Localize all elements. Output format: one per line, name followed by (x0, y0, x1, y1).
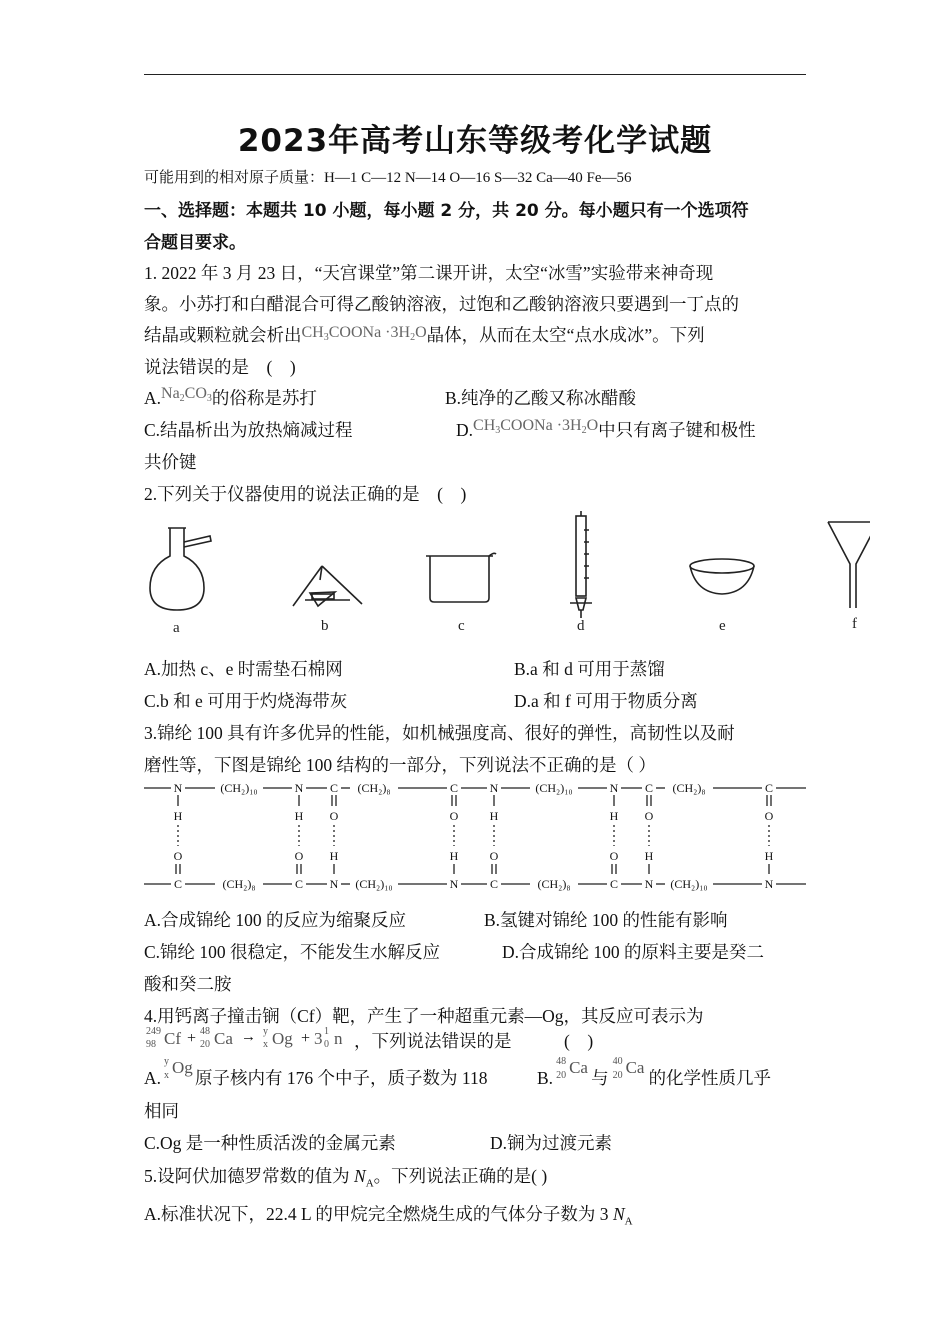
bottom-atom-8: C (609, 877, 619, 891)
q3-option-a: A.合成锦纶 100 的反应为缩聚反应 (144, 910, 407, 930)
top-sub-5: O (449, 809, 459, 823)
top-atom-8: N (609, 781, 619, 795)
top-atom-9: C (644, 781, 654, 795)
bottom-sub-8: O (609, 849, 619, 863)
nylon-structure-figure (144, 776, 806, 900)
bottom-atom-2: C (294, 877, 304, 891)
funnel-icon (828, 522, 870, 608)
bottom-atom-10: (CH₂)₁₀ (670, 877, 708, 891)
top-sub-3: O (329, 809, 339, 823)
label-b: b (321, 618, 329, 634)
bottom-sub-5: H (449, 849, 459, 863)
q4-option-a: A. y x Og 原子核内有 176 个中子，质子数为 118 (144, 1056, 488, 1088)
top-sub-2: H (294, 809, 304, 823)
bottom-atom-4: (CH₂)₁₀ (355, 877, 393, 891)
bottom-atom-3: N (329, 877, 339, 891)
top-atom-4: (CH₂)₈ (357, 781, 391, 795)
q1-option-d-cont: 共价键 (144, 452, 197, 472)
bottom-atom-9: N (644, 877, 654, 891)
bottom-atom-5: N (449, 877, 459, 891)
q3-option-d: D.合成锦纶 100 的原料主要是癸二 (502, 942, 765, 962)
q5-option-a: A.标准状况下，22.4 L 的甲烷完全燃烧生成的气体分子数为 3 $N_A$ (144, 1204, 633, 1228)
q3-option-d-cont: 酸和癸二胺 (144, 974, 232, 994)
top-sub-0: H (173, 809, 183, 823)
q1-stem-line2: 象。小苏打和白醋混合可得乙酸钠溶液，过饱和乙酸钠溶液只要遇到一丁点的 (144, 294, 739, 314)
page-title: 2023年高考山东等级考化学试题 (237, 123, 713, 159)
atomic-masses: 可能用到的相对原子质量：H—1 C—12 N—14 O—16 S—32 Ca—40 Fe—56 (144, 170, 632, 186)
q3-stem-line2: 磨性等，下图是锦纶 100 结构的一部分，下列说法不正确的是（ ） (144, 755, 656, 775)
top-sub-9: O (644, 809, 654, 823)
q1-stem-line4: 说法错误的是 ( ) (144, 357, 296, 377)
bottom-atom-7: (CH₂)₈ (537, 877, 571, 891)
q5-stem: 5.设阿伏加德罗常数的值为 $N_A$。下列说法正确的是( ) (144, 1166, 548, 1190)
q1-option-b: B.纯净的乙酸又称冰醋酸 (445, 388, 637, 408)
q4-stem-line2: 249 98 Cf + 48 20 Ca → y x Og + 3 1 0 n ，下列说法错误的是 ( ) (144, 1028, 593, 1058)
q4-option-d: D.锎为过渡元素 (490, 1133, 613, 1153)
beaker-icon (426, 553, 496, 602)
top-atom-11: C (764, 781, 774, 795)
q2-stem: 2.下列关于仪器使用的说法正确的是 ( ) (144, 484, 467, 504)
section-heading-line1: 一、选择题：本题共 10 小题，每小题 2 分，共 20 分。每小题只有一个选项符 (144, 201, 749, 221)
top-sub-11: O (764, 809, 774, 823)
label-a: a (173, 620, 180, 636)
q3-option-c: C.锦纶 100 很稳定，不能发生水解反应 (144, 942, 441, 962)
label-c: c (458, 618, 465, 634)
q4-option-b-cont: 相同 (144, 1101, 179, 1121)
bottom-atom-11: N (764, 877, 774, 891)
top-atom-2: N (294, 781, 304, 795)
q1-stem-line1: 1. 2022 年 3 月 23 日，“天宫课堂”第二课开讲，太空“冰雪”实验带来神奇现 (144, 263, 714, 283)
label-e: e (719, 618, 726, 634)
bottom-atom-0: C (173, 877, 183, 891)
bottom-sub-9: H (644, 849, 654, 863)
q3-option-b: B.氢键对锦纶 100 的性能有影响 (484, 910, 728, 930)
q4-option-b: B. 48 20 Ca 与 40 20 Ca 的化学性质几乎 (537, 1056, 772, 1088)
bottom-sub-11: H (764, 849, 774, 863)
q2-option-b: B.a 和 d 可用于蒸馏 (514, 659, 665, 679)
ca48-nuclide: 48 20 Ca (556, 1056, 588, 1081)
bottom-sub-2: O (294, 849, 304, 863)
ch3coona-formula: $CH_3COONa \cdot 3H_2O$ (301, 324, 427, 343)
clay-triangle-icon (293, 566, 362, 606)
nuclear-equation: 249 98 Cf + 48 20 Ca → y x Og + 3 1 0 n (146, 1025, 343, 1050)
burette-icon (570, 511, 592, 618)
q2-option-d: D.a 和 f 可用于物质分离 (514, 691, 698, 711)
bottom-atom-6: C (489, 877, 499, 891)
top-atom-6: N (489, 781, 499, 795)
q2-option-a: A.加热 c、e 时需垫石棉网 (144, 659, 343, 679)
q2-option-c: C.b 和 e 可用于灼烧海带灰 (144, 691, 348, 711)
q4-option-c: C.Og 是一种性质活泼的金属元素 (144, 1133, 396, 1153)
bottom-atom-1: (CH₂)₈ (222, 877, 256, 891)
top-sub-6: H (489, 809, 499, 823)
q1-stem-line3: 结晶或颗粒就会析出$CH_3COONa \cdot 3H_2O$晶体，从而在太空“点水成冰”。下列 (144, 324, 705, 345)
evaporating-dish-icon (690, 559, 754, 594)
top-atom-5: C (449, 781, 459, 795)
apparatus-figure (140, 508, 870, 643)
ca40-nuclide: 40 20 Ca (612, 1056, 645, 1081)
ch3coona-formula-d: $CH_3COONa \cdot 3H_2O$ (473, 417, 599, 436)
label-d: d (577, 618, 585, 634)
top-atom-0: N (173, 781, 183, 795)
og-nuclide: y x Og (164, 1056, 193, 1081)
na2co3-formula: $Na_2CO_3$ (161, 385, 212, 404)
bottom-sub-6: O (489, 849, 499, 863)
label-f: f (852, 616, 857, 632)
top-atom-7: (CH₂)₁₀ (535, 781, 573, 795)
q4-stem-line1: 4.用钙离子撞击锎（Cf）靶，产生了一种超重元素—Og，其反应可表示为 (144, 1006, 704, 1026)
top-atom-1: (CH₂)₁₀ (220, 781, 258, 795)
distillation-flask-icon (150, 528, 211, 610)
section-heading-line2: 合题目要求。 (144, 233, 246, 253)
top-atom-3: C (329, 781, 339, 795)
top-atom-10: (CH₂)₈ (672, 781, 706, 795)
q3-stem-line1: 3.锦纶 100 具有许多优异的性能，如机械强度高、很好的弹性，高韧性以及耐 (144, 723, 735, 743)
q1-option-c: C.结晶析出为放热熵减过程 (144, 420, 353, 440)
top-sub-8: H (609, 809, 619, 823)
q1-option-a: $A.Na_2CO_3$的俗称是苏打 (144, 385, 317, 408)
bottom-sub-3: H (329, 849, 339, 863)
bottom-sub-0: O (173, 849, 183, 863)
top-rule (144, 74, 806, 75)
q1-option-d: $D.CH_3COONa \cdot 3H_2O$中只有离子键和极性 (456, 417, 756, 440)
